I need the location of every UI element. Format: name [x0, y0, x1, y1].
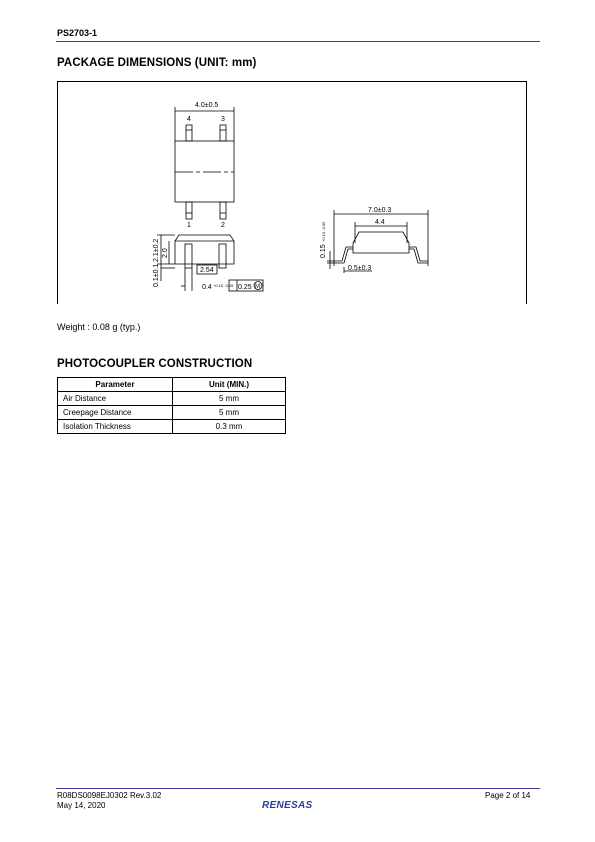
package-dimension-drawing [57, 81, 527, 304]
photocoupler-construction-heading: PHOTOCOUPLER CONSTRUCTION [57, 358, 253, 370]
pin-3-lead [220, 125, 226, 141]
pin-1-lead [186, 202, 192, 219]
pin-4-lead [186, 125, 192, 141]
side-height-outer-label: 2.1±0.2 [153, 238, 160, 262]
top-view-body [175, 141, 234, 202]
pin-2-label: 2 [221, 222, 225, 229]
side-height-inner-label: 2.0 [162, 248, 169, 258]
parameter-cell: Creepage Distance [58, 406, 173, 420]
header-divider [56, 41, 540, 42]
document-number: R08DS0098EJ0302 Rev.3.02 [57, 791, 162, 800]
top-width-label: 4.0±0.5 [195, 102, 219, 109]
column-header-parameter: Parameter [58, 378, 173, 392]
construction-table [57, 377, 286, 434]
package-drawing-frame [57, 81, 527, 304]
pin-2-lead [220, 202, 226, 219]
right-thickness-label: 0.15 [320, 244, 327, 258]
lead-width-label: 0.4 [202, 284, 212, 291]
right-width-label: 7.0±0.3 [368, 207, 392, 214]
parameter-cell: Isolation Thickness [58, 420, 173, 434]
right-thickness-tol-label: +0.10 -0.05 [321, 221, 326, 242]
package-weight: Weight : 0.08 g (typ.) [57, 322, 141, 332]
table-row [58, 406, 286, 420]
pin-4-label: 4 [187, 116, 191, 123]
document-date: May 14, 2020 [57, 801, 106, 810]
footer-document-info [57, 791, 161, 811]
side-view-body [175, 235, 234, 264]
lead-width-tol-label: +0.10 -0.05 [213, 283, 234, 288]
renesas-logo: RENESAS [262, 800, 313, 811]
page-number: Page 2 of 14 [485, 791, 531, 800]
standoff-label: 0.1±0.1 [153, 263, 160, 287]
value-cell: 5 mm [173, 392, 286, 406]
value-cell: 5 mm [173, 406, 286, 420]
parameter-cell: Air Distance [58, 392, 173, 406]
footer-divider [56, 788, 540, 789]
right-profile-body [353, 232, 409, 253]
document-title: PS2703-1 [57, 28, 98, 38]
pin-1-label: 1 [187, 222, 191, 229]
tolerance-value-label: 0.25 [238, 284, 252, 291]
table-row [58, 420, 286, 434]
pin-3-label: 3 [221, 116, 225, 123]
tolerance-symbol-label: M [255, 284, 260, 290]
pitch-label: 2.54 [200, 267, 214, 274]
column-header-unit: Unit (MIN.) [173, 378, 286, 392]
package-dimensions-heading: PACKAGE DIMENSIONS (UNIT: mm) [57, 57, 257, 69]
right-body-label: 4.4 [375, 219, 385, 226]
right-profile-lead-left [334, 247, 353, 263]
right-profile-lead-right [409, 247, 428, 263]
value-cell: 0.3 mm [173, 420, 286, 434]
table-header-row [58, 378, 286, 392]
right-foot-label: 0.5±0.3 [348, 265, 372, 272]
table-row [58, 392, 286, 406]
